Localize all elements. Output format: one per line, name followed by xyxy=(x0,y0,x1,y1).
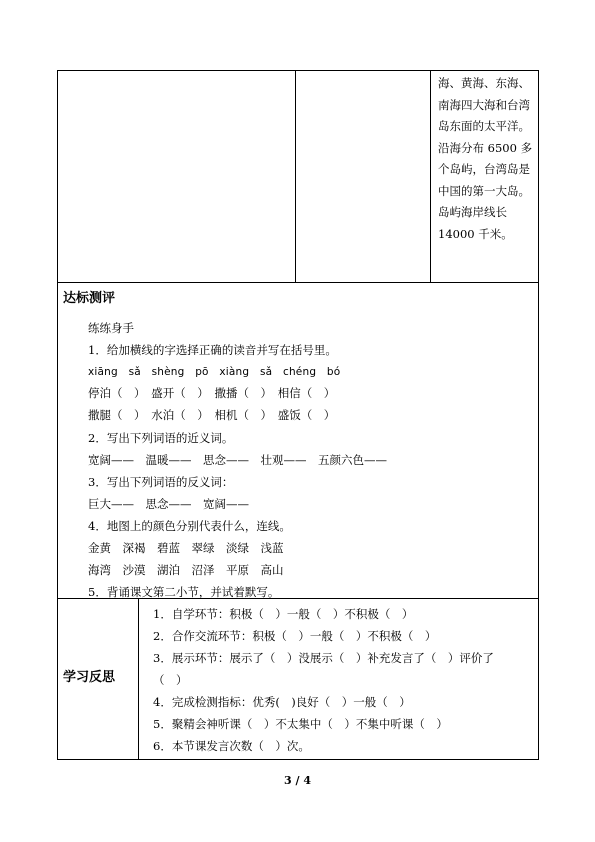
question-1: 1．给加横线的字选择正确的读音并写在括号里。 xyxy=(88,343,337,357)
top-cell-line: 岛东面的太平洋。 xyxy=(438,119,530,133)
top-cell-line: 个岛屿，台湾岛是 xyxy=(438,162,530,176)
q1-row-1: 停泊（ ） 盛开（ ） 撒播（ ） 相信（ ） xyxy=(88,386,336,400)
q4-colors: 金黄 深褐 碧蓝 翠绿 淡绿 浅蓝 xyxy=(88,541,284,555)
q1-row-2: 撒腿（ ） 水泊（ ） 相机（ ） 盛饭（ ） xyxy=(88,408,336,422)
reflection-item: 3．展示环节：展示了（ ）没展示（ ）补充发言了（ ）评价了 xyxy=(153,651,494,665)
q3-row: 巨大—— 思念—— 宽阔—— xyxy=(88,497,249,511)
question-4: 4．地图上的颜色分别代表什么，连线。 xyxy=(88,519,291,533)
reflection-item: 2．合作交流环节：积极（ ）一般（ ）不积极（ ） xyxy=(153,629,437,643)
assessment-heading: 达标测评 xyxy=(63,291,116,306)
col-divider-reflection xyxy=(138,598,139,759)
reflection-item: 4．完成检测指标：优秀( )良好（ ）一般（ ） xyxy=(153,695,411,709)
assessment-subtitle: 练练身手 xyxy=(88,321,134,335)
top-cell-text xyxy=(438,73,532,245)
top-cell-line: 14000 千米。 xyxy=(438,226,513,241)
top-cell-line: 岛屿海岸线长 xyxy=(438,205,507,219)
top-cell-line: 南海四大海和台湾 xyxy=(438,97,530,112)
question-5: 5．背诵课文第二小节，并试着默写。 xyxy=(88,585,280,599)
page-number: 3 / 4 xyxy=(284,774,311,787)
reflection-label: 学习反思 xyxy=(63,670,116,685)
q2-row: 宽阔—— 温暖—— 思念—— 壮观—— 五颜六色—— xyxy=(88,453,387,467)
col-divider-b xyxy=(430,70,431,282)
top-cell-line: 海、黄海、东海、 xyxy=(438,76,530,90)
col-divider-a xyxy=(295,70,296,282)
question-3: 3．写出下列词语的反义词： xyxy=(88,475,234,489)
reflection-item: 1．自学环节：积极（ ）一般（ ）不积极（ ） xyxy=(153,607,414,621)
reflection-item: （ ） xyxy=(153,673,188,687)
row-divider-1 xyxy=(57,282,539,283)
question-2: 2．写出下列词语的近义词。 xyxy=(88,431,234,445)
reflection-item: 5．聚精会神听课（ ）不太集中（ ）不集中听课（ ） xyxy=(153,717,448,731)
table-border-top xyxy=(57,70,539,71)
table-border-bottom xyxy=(57,759,539,760)
pinyin-row: xiāng sǎ shèng pō xiàng sǎ chéng bó xyxy=(88,366,341,378)
top-cell-line: 中国的第一大岛。 xyxy=(438,183,530,198)
top-cell-line: 沿海分布 6500 多 xyxy=(438,140,533,155)
table-border-right xyxy=(538,70,539,760)
q4-terrain: 海湾 沙漠 湖泊 沼泽 平原 高山 xyxy=(88,563,284,577)
reflection-item: 6．本节课发言次数（ ）次。 xyxy=(153,739,310,753)
table-border-left xyxy=(57,70,58,760)
